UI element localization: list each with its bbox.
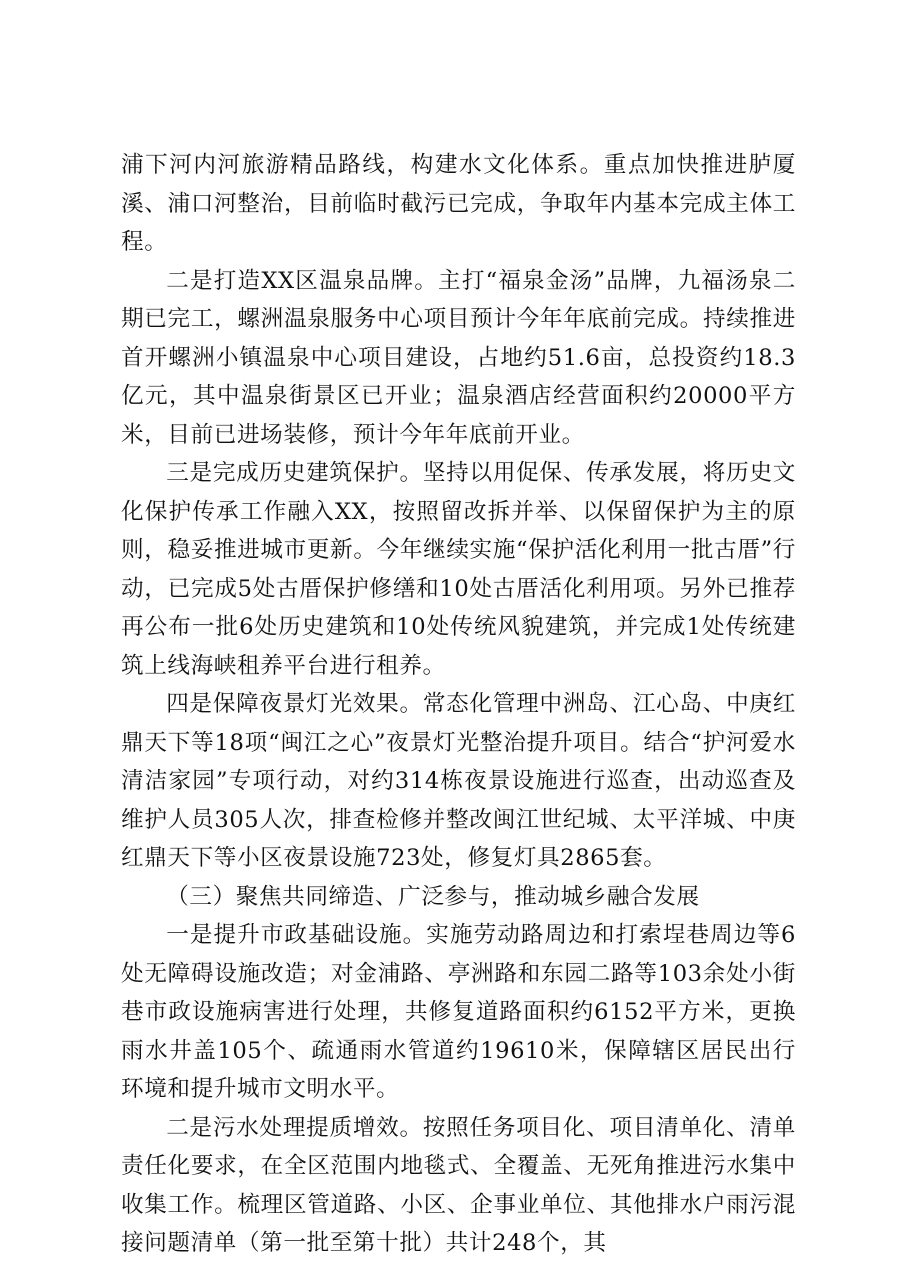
paragraph-continuation: 浦下河内河旅游精品路线，构建水文化体系。重点加快推进胪厦溪、浦口河整治，目前临时截污已完成，争取年内基本完成主体工程。	[121, 152, 796, 255]
paragraph-historic-building-protection: 三是完成历史建筑保护。坚持以用促保、传承发展，将历史文化保护传承工作融入XX，按照留改拆并举、以保留保护为主的原则，稳妥推进城市更新。今年继续实施“保护活化利用一批古厝”行动，已完成5处古厝保护修缮和10处古厝活化利用项。另外已推荐再公布一批6处历史建筑和10处传统风貌建筑，并完成1处传统建筑上线海峡租养平台进行租养。	[121, 460, 796, 679]
paragraph-sewage-treatment: 二是污水处理提质增效。按照任务项目化、项目清单化、清单责任化要求，在全区范围内地毯式、全覆盖、无死角推进污水集中收集工作。梳理区管道路、小区、企事业单位、其他排水户雨污混接问题清单（第一批至第十批）共计248个，其	[121, 1114, 796, 1256]
paragraph-municipal-infrastructure: 一是提升市政基础设施。实施劳动路周边和打索埕巷周边等6处无障碍设施改造；对金浦路、亭洲路和东园二路等103余处小街巷市政设施病害进行处理，共修复道路面积约6152平方米，更换雨水井盖105个、疏通雨水管道约19610米，保障辖区居民出行环境和提升城市文明水平。	[121, 922, 796, 1102]
paragraph-night-lighting: 四是保障夜景灯光效果。常态化管理中洲岛、江心岛、中庚红鼎天下等18项“闽江之心”夜景灯光整治提升项目。结合“护河爱水清洁家园”专项行动，对约314栋夜景设施进行巡查，出动巡查及维护人员305人次，排查检修并整改闽江世纪城、太平洋城、中庚红鼎天下等小区夜景设施723处，修复灯具2865套。	[121, 691, 796, 871]
section-heading: （三）聚焦共同缔造、广泛参与，推动城乡融合发展	[166, 883, 700, 910]
paragraph-hot-spring-brand: 二是打造XX区温泉品牌。主打“福泉金汤”品牌，九福汤泉二期已完工，螺洲温泉服务中心项目预计今年年底前完成。持续推进首开螺洲小镇温泉中心项目建设，占地约51.6亩，总投资约18.3亿元，其中温泉街景区已开业；温泉酒店经营面积约20000平方米，目前已进场装修，预计今年年底前开业。	[121, 267, 796, 448]
document-body	[121, 146, 796, 1263]
